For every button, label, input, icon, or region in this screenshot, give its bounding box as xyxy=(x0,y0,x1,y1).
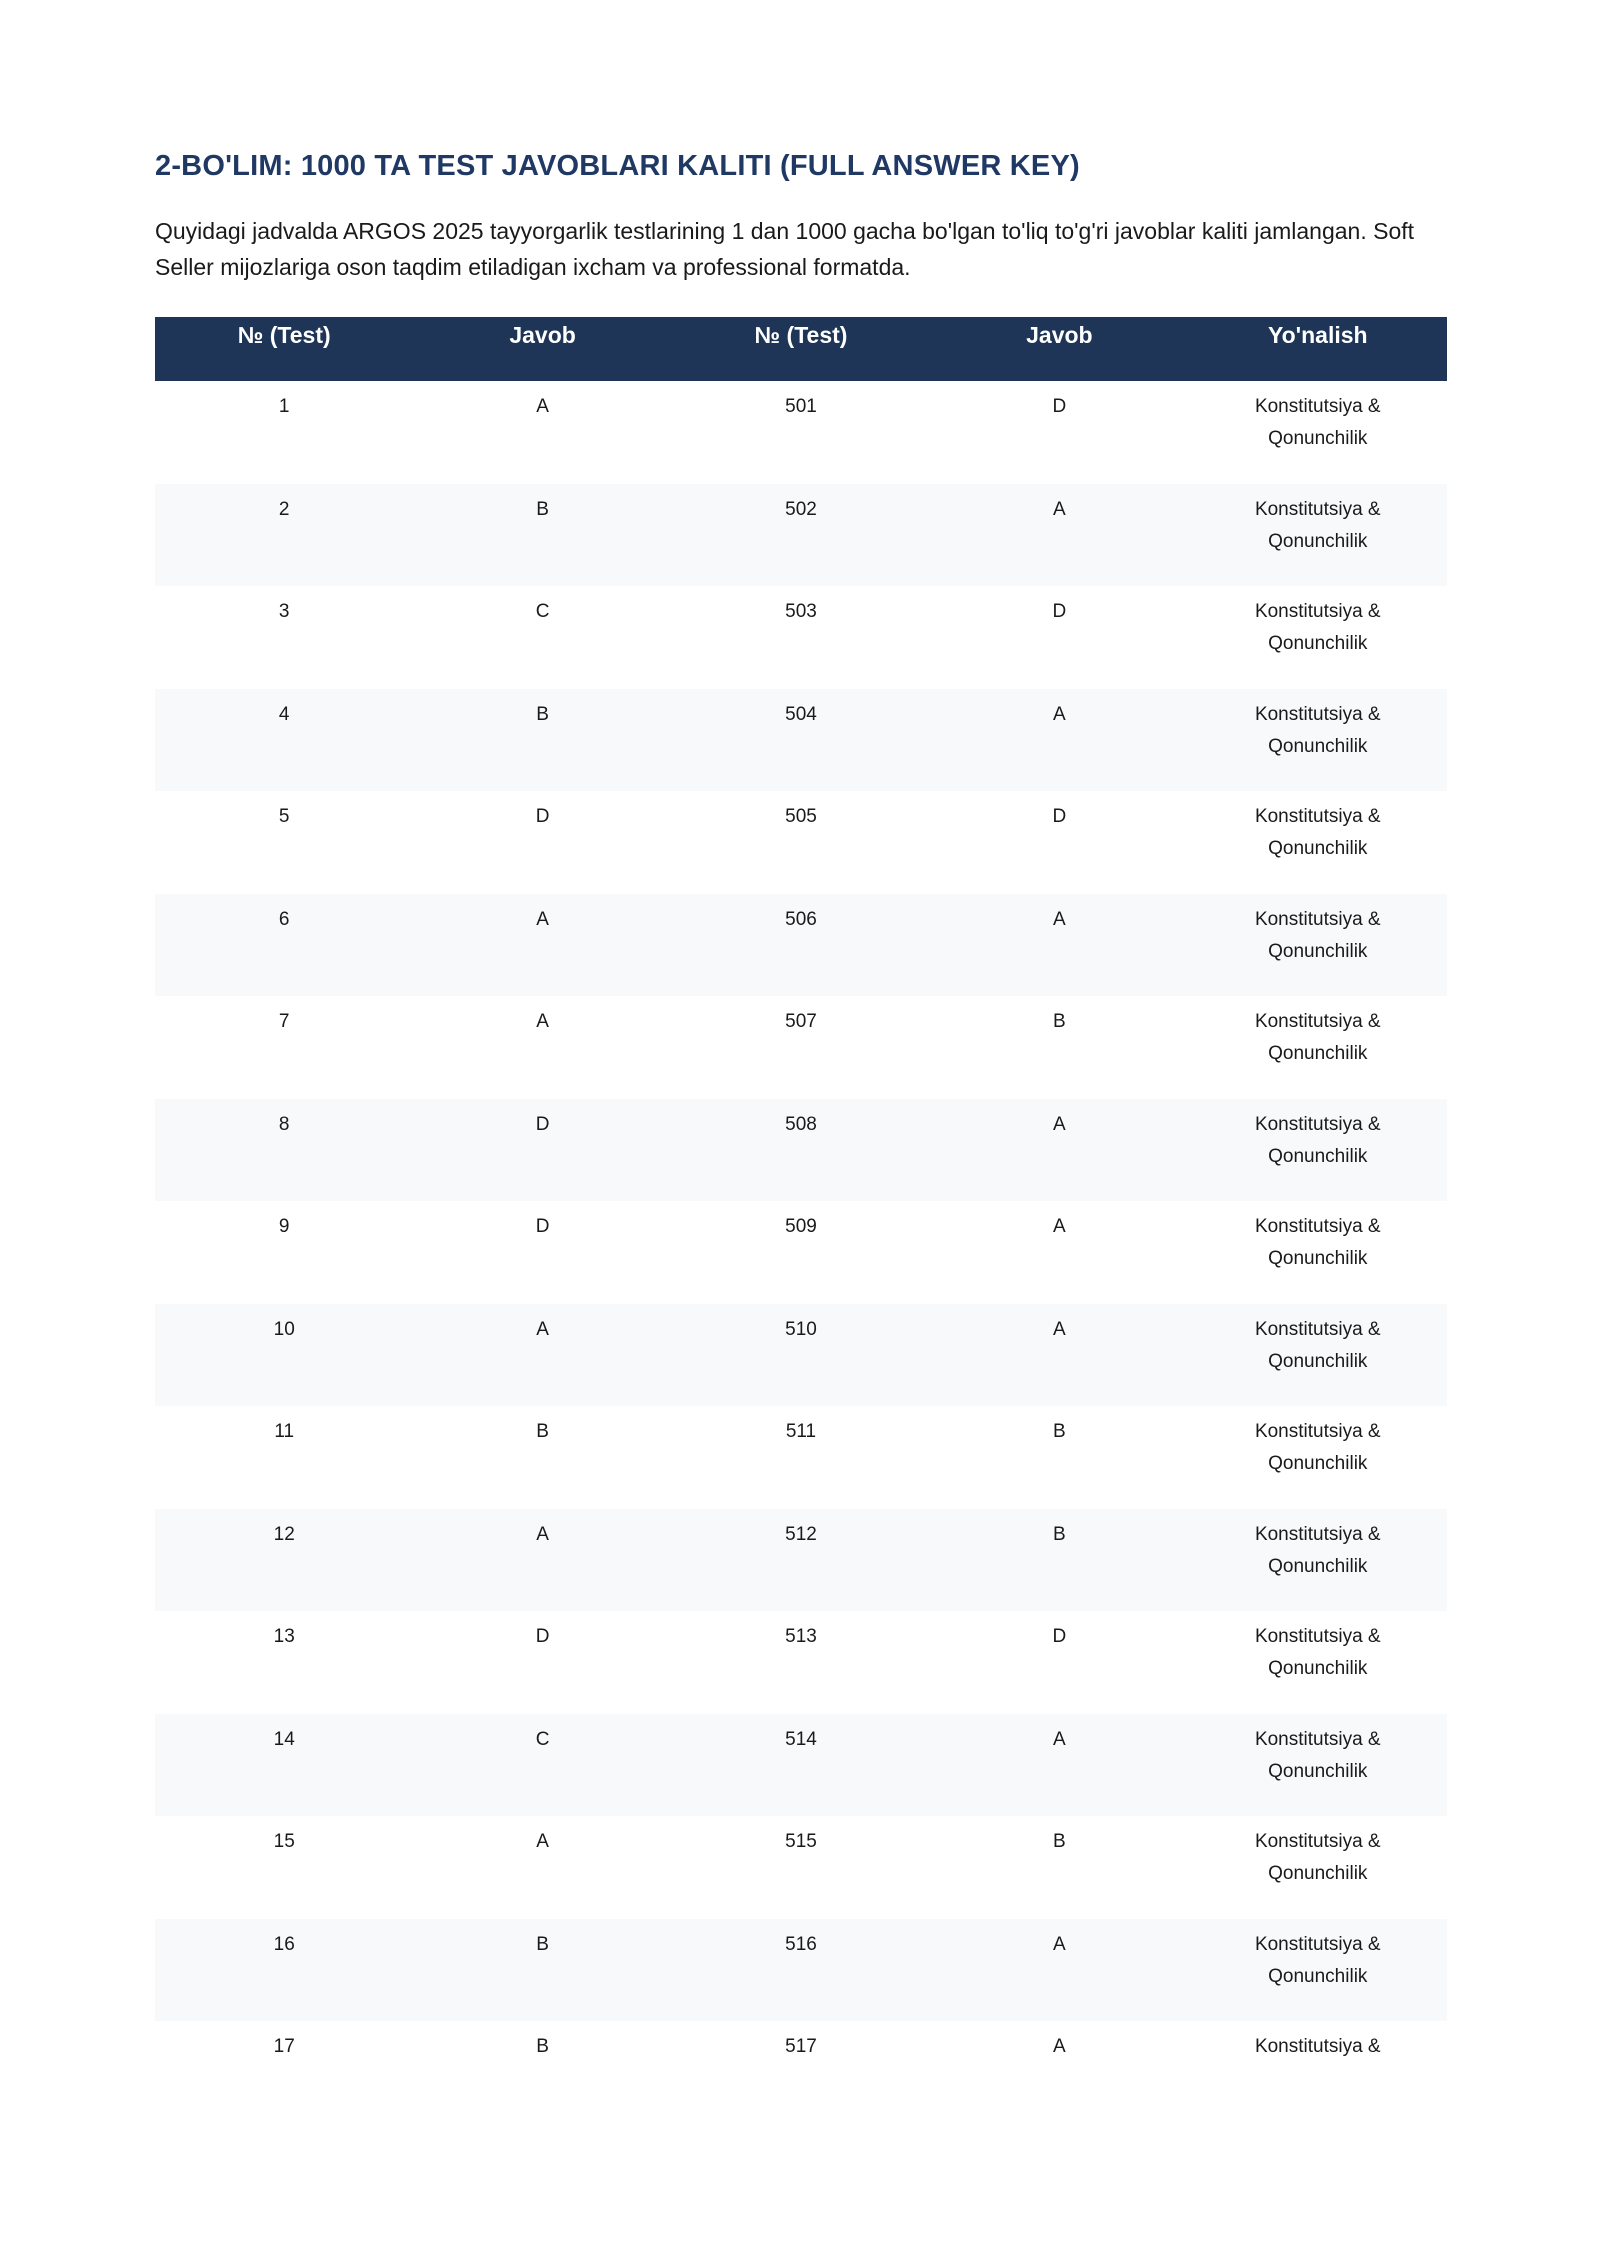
test-number-cell: 2 xyxy=(155,484,413,587)
answer-cell: A xyxy=(536,396,549,417)
table-row xyxy=(155,2021,1447,2124)
answer-cell: A xyxy=(536,1831,549,1852)
table-header xyxy=(155,317,1447,381)
direction-text: Konstitutsiya & Qonunchilik xyxy=(1254,1523,1381,1577)
answer-cell: A xyxy=(413,1509,671,1612)
direction-text: Konstitutsiya & Qonunchilik xyxy=(1254,806,1381,859)
test-number-cell: 504 xyxy=(672,689,930,792)
table-row xyxy=(155,894,1447,997)
answer-cell: B xyxy=(413,689,671,792)
header-direction: Yo'nalish xyxy=(1189,317,1447,381)
answer-cell: B xyxy=(1053,1421,1066,1442)
table-row xyxy=(155,484,1447,587)
answer-cell: B xyxy=(1053,1011,1066,1032)
answer-cell: A xyxy=(413,894,671,997)
answer-cell: C xyxy=(413,1714,671,1817)
direction-cell xyxy=(1189,1714,1447,1817)
direction-text: Konstitutsiya & Qonunchilik xyxy=(1254,1831,1381,1884)
header-test-number-1: № (Test) xyxy=(155,317,413,381)
direction-text: Konstitutsiya & xyxy=(1254,2036,1381,2057)
header-row xyxy=(155,317,1447,381)
test-number-cell: 4 xyxy=(155,689,413,792)
table-row xyxy=(155,996,1447,1099)
test-number-cell: 11 xyxy=(274,1421,295,1442)
direction-cell xyxy=(1189,2021,1447,2124)
direction-text: Konstitutsiya & Qonunchilik xyxy=(1254,1421,1381,1474)
header-answer-2: Javob xyxy=(930,317,1188,381)
answer-cell: A xyxy=(930,1304,1188,1407)
answer-cell: C xyxy=(535,601,550,622)
document-page xyxy=(155,150,1447,2124)
direction-cell xyxy=(1189,894,1447,997)
table-row xyxy=(155,1201,1447,1304)
direction-cell xyxy=(1189,1201,1447,1304)
answer-cell: A xyxy=(930,894,1188,997)
table-row xyxy=(155,1611,1447,1714)
direction-cell xyxy=(1189,791,1447,894)
test-number-cell: 7 xyxy=(278,1011,290,1032)
test-number-cell: 511 xyxy=(785,1421,817,1442)
answer-cell: D xyxy=(1052,806,1067,827)
test-number-cell: 3 xyxy=(278,601,290,622)
section-heading: 2-BO'LIM: 1000 TA TEST JAVOBLARI KALITI (FULL ANSWER KEY) xyxy=(155,150,1080,182)
table-row xyxy=(155,1406,1447,1509)
table-row xyxy=(155,1816,1447,1919)
direction-text: Konstitutsiya & Qonunchilik xyxy=(1254,703,1381,757)
answer-cell: B xyxy=(536,2036,549,2057)
direction-text: Konstitutsiya & Qonunchilik xyxy=(1254,1933,1381,1987)
table-row xyxy=(155,791,1447,894)
test-number-cell: 513 xyxy=(785,1626,817,1647)
test-number-cell: 6 xyxy=(155,894,413,997)
answer-cell: A xyxy=(1053,1216,1066,1237)
test-number-cell: 503 xyxy=(785,601,817,622)
test-number-cell: 16 xyxy=(155,1919,413,2022)
direction-cell xyxy=(1189,1816,1447,1919)
answer-cell: D xyxy=(535,1216,550,1237)
test-number-cell: 517 xyxy=(785,2036,817,2057)
table-row xyxy=(155,1099,1447,1202)
table-row xyxy=(155,381,1447,484)
answer-cell: B xyxy=(930,1509,1188,1612)
test-number-cell: 8 xyxy=(155,1099,413,1202)
test-number-cell: 506 xyxy=(672,894,930,997)
table-row xyxy=(155,1714,1447,1817)
direction-text: Konstitutsiya & Qonunchilik xyxy=(1254,396,1381,449)
direction-cell xyxy=(1189,1304,1447,1407)
answer-cell: B xyxy=(1053,1831,1066,1852)
direction-cell xyxy=(1189,586,1447,689)
direction-cell xyxy=(1189,1509,1447,1612)
answer-cell: A xyxy=(536,1011,549,1032)
direction-cell xyxy=(1189,689,1447,792)
header-test-number-2: № (Test) xyxy=(672,317,930,381)
test-number-cell: 15 xyxy=(273,1831,295,1852)
direction-text: Konstitutsiya & Qonunchilik xyxy=(1254,1011,1381,1064)
test-number-cell: 5 xyxy=(278,806,290,827)
test-number-cell: 14 xyxy=(155,1714,413,1817)
test-number-cell: 13 xyxy=(273,1626,295,1647)
test-number-cell: 508 xyxy=(672,1099,930,1202)
test-number-cell: 502 xyxy=(672,484,930,587)
direction-cell xyxy=(1189,381,1447,484)
answer-cell: B xyxy=(413,484,671,587)
answer-cell: A xyxy=(413,1304,671,1407)
direction-cell xyxy=(1189,1919,1447,2022)
answer-cell: A xyxy=(930,1919,1188,2022)
table-row xyxy=(155,1304,1447,1407)
answer-cell: A xyxy=(1053,2036,1066,2057)
header-answer-1: Javob xyxy=(413,317,671,381)
direction-text: Konstitutsiya & Qonunchilik xyxy=(1254,1728,1381,1782)
direction-text: Konstitutsiya & Qonunchilik xyxy=(1254,1318,1381,1372)
test-number-cell: 1 xyxy=(278,396,290,417)
test-number-cell: 9 xyxy=(278,1216,290,1237)
test-number-cell: 509 xyxy=(785,1216,817,1237)
answer-cell: D xyxy=(1052,396,1067,417)
answer-cell: B xyxy=(536,1421,549,1442)
table-row xyxy=(155,689,1447,792)
test-number-cell: 507 xyxy=(785,1011,817,1032)
test-number-cell: 10 xyxy=(155,1304,413,1407)
answer-cell: D xyxy=(535,1626,550,1647)
direction-cell xyxy=(1189,484,1447,587)
direction-cell xyxy=(1189,1406,1447,1509)
answer-key-table xyxy=(155,317,1447,2124)
table-row xyxy=(155,1919,1447,2022)
answer-cell: A xyxy=(930,484,1188,587)
direction-cell xyxy=(1189,1099,1447,1202)
direction-text: Konstitutsiya & Qonunchilik xyxy=(1254,908,1381,962)
test-number-cell: 505 xyxy=(785,806,817,827)
table-body xyxy=(155,381,1447,2124)
answer-cell: D xyxy=(535,806,550,827)
test-number-cell: 515 xyxy=(785,1831,817,1852)
answer-cell: D xyxy=(1052,1626,1067,1647)
direction-text: Konstitutsiya & Qonunchilik xyxy=(1254,1216,1381,1269)
answer-cell: D xyxy=(1052,601,1067,622)
direction-cell xyxy=(1189,1611,1447,1714)
direction-text: Konstitutsiya & Qonunchilik xyxy=(1254,1626,1381,1679)
direction-text: Konstitutsiya & Qonunchilik xyxy=(1254,498,1381,552)
answer-cell: D xyxy=(413,1099,671,1202)
test-number-cell: 516 xyxy=(672,1919,930,2022)
answer-cell: B xyxy=(413,1919,671,2022)
answer-cell: A xyxy=(930,1099,1188,1202)
answer-cell: A xyxy=(930,1714,1188,1817)
direction-text: Konstitutsiya & Qonunchilik xyxy=(1254,601,1381,654)
test-number-cell: 12 xyxy=(155,1509,413,1612)
answer-cell: A xyxy=(930,689,1188,792)
test-number-cell: 514 xyxy=(672,1714,930,1817)
test-number-cell: 501 xyxy=(785,396,817,417)
test-number-cell: 510 xyxy=(672,1304,930,1407)
test-number-cell: 512 xyxy=(672,1509,930,1612)
table-row xyxy=(155,1509,1447,1612)
intro-paragraph: Quyidagi jadvalda ARGOS 2025 tayyorgarlik testlarining 1 dan 1000 gacha bo'lgan to'liq to'g'ri javoblar kaliti jamlangan. Soft Seller mijozlariga oson taqdim etiladigan ixcham va professional formatda. xyxy=(155,218,1415,280)
direction-text: Konstitutsiya & Qonunchilik xyxy=(1254,1113,1381,1167)
table-row xyxy=(155,586,1447,689)
test-number-cell: 17 xyxy=(273,2036,295,2057)
direction-cell xyxy=(1189,996,1447,1099)
